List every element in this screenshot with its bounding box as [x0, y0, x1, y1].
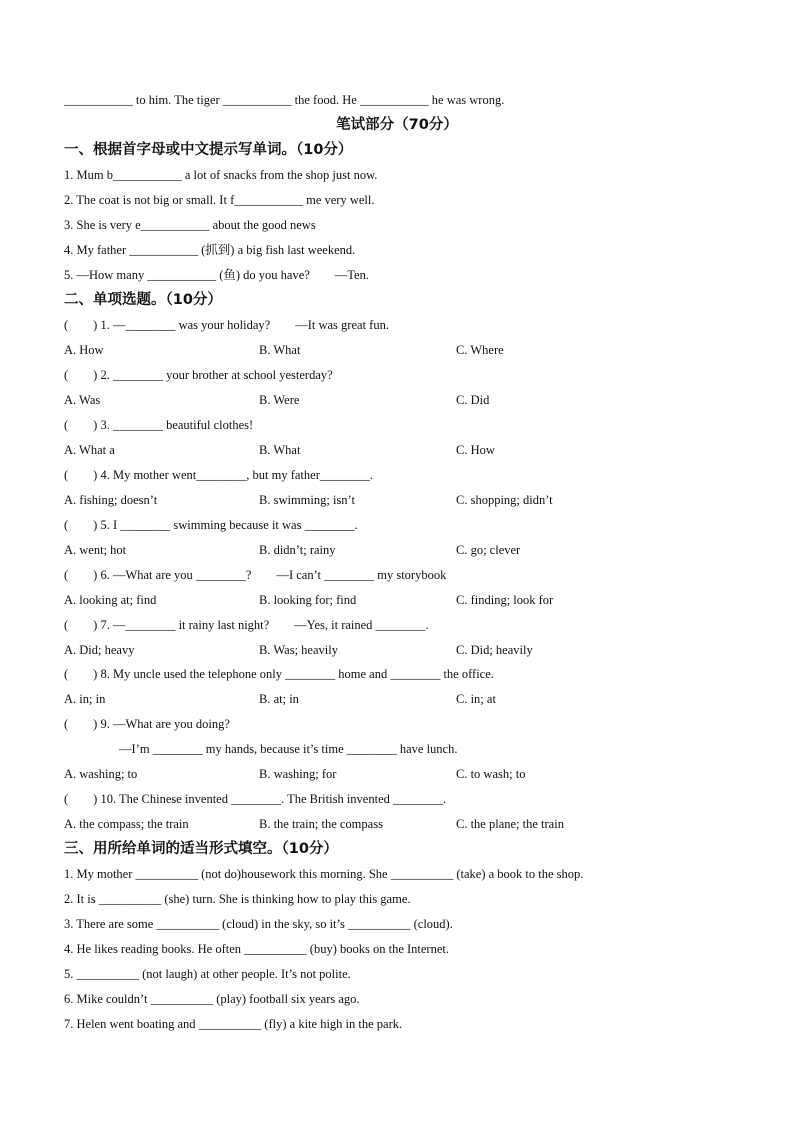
option-a: A. How [64, 343, 104, 357]
option-c: C. How [456, 443, 495, 457]
option-a: A. fishing; doesn’t [64, 493, 158, 507]
option-b: B. What [259, 343, 301, 357]
option-b: B. looking for; find [259, 593, 357, 607]
section1-item: 4. My father ___________ (抓到) a big fish last weekend. [64, 243, 356, 257]
option-b: B. swimming; isn’t [259, 493, 355, 507]
option-a: A. What a [64, 443, 115, 457]
question-stem: ( ) 7. —________ it rainy last night? —Yes, it rained ________. [64, 618, 429, 632]
section3-item: 2. It is __________ (she) turn. She is thinking how to play this game. [64, 892, 411, 906]
section3-item: 1. My mother __________ (not do)housework this morning. She __________ (take) a book to the shop. [64, 867, 584, 881]
question-stem: ( ) 6. —What are you ________? —I can’t ________ my storybook [64, 568, 447, 582]
section1-heading: 一、根据首字母或中文提示写单词。（10分） [64, 142, 353, 158]
option-b: B. washing; for [259, 767, 337, 781]
option-c: C. Did [456, 393, 490, 407]
section3-item: 6. Mike couldn’t __________ (play) football six years ago. [64, 992, 360, 1006]
option-c: C. Where [456, 343, 504, 357]
option-b: B. Were [259, 393, 300, 407]
option-a: A. looking at; find [64, 593, 157, 607]
question-stem-continued: —I’m ________ my hands, because it’s time ________ have lunch. [119, 742, 458, 756]
option-c: C. finding; look for [456, 593, 554, 607]
option-a: A. the compass; the train [64, 817, 189, 831]
continued-text-line: ___________ to him. The tiger ___________ the food. He ___________ he was wrong. [64, 93, 505, 107]
section3-heading: 三、用所给单词的适当形式填空。（10分） [64, 841, 338, 857]
option-a: A. Was [64, 393, 101, 407]
section1-item: 5. —How many ___________ (鱼) do you have? —Ten. [64, 268, 369, 282]
option-b: B. What [259, 443, 301, 457]
section3-item: 3. There are some __________ (cloud) in the sky, so it’s __________ (cloud). [64, 917, 453, 931]
section3-item: 4. He likes reading books. He often __________ (buy) books on the Internet. [64, 942, 449, 956]
section2-heading: 二、单项选题。（10分） [64, 292, 222, 308]
option-c: C. in; at [456, 692, 496, 706]
section3-item: 5. __________ (not laugh) at other people. It’s not polite. [64, 967, 351, 981]
question-stem: ( ) 2. ________ your brother at school yesterday? [64, 368, 333, 382]
question-stem: ( ) 5. I ________ swimming because it was ________. [64, 518, 358, 532]
written-part-title: 笔试部分（70分） [336, 117, 458, 133]
option-c: C. go; clever [456, 543, 521, 557]
option-c: C. the plane; the train [456, 817, 564, 831]
question-stem: ( ) 9. —What are you doing? [64, 717, 230, 731]
option-c: C. Did; heavily [456, 643, 533, 657]
question-stem: ( ) 10. The Chinese invented ________. The British invented ________. [64, 792, 447, 806]
option-c: C. shopping; didn’t [456, 493, 553, 507]
option-b: B. at; in [259, 692, 299, 706]
option-a: A. Did; heavy [64, 643, 135, 657]
section1-item: 1. Mum b___________ a lot of snacks from the shop just now. [64, 168, 378, 182]
option-b: B. Was; heavily [259, 643, 338, 657]
question-stem: ( ) 8. My uncle used the telephone only ________ home and ________ the office. [64, 667, 494, 681]
question-stem: ( ) 4. My mother went________, but my father________. [64, 468, 373, 482]
option-a: A. in; in [64, 692, 106, 706]
option-b: B. the train; the compass [259, 817, 383, 831]
option-a: A. washing; to [64, 767, 138, 781]
section1-item: 3. She is very e___________ about the good news [64, 218, 316, 232]
option-a: A. went; hot [64, 543, 127, 557]
section1-item: 2. The coat is not big or small. It f___________ me very well. [64, 193, 375, 207]
option-b: B. didn’t; rainy [259, 543, 336, 557]
question-stem: ( ) 3. ________ beautiful clothes! [64, 418, 254, 432]
option-c: C. to wash; to [456, 767, 526, 781]
question-stem: ( ) 1. —________ was your holiday? —It was great fun. [64, 318, 389, 332]
section3-item: 7. Helen went boating and __________ (fly) a kite high in the park. [64, 1017, 403, 1031]
